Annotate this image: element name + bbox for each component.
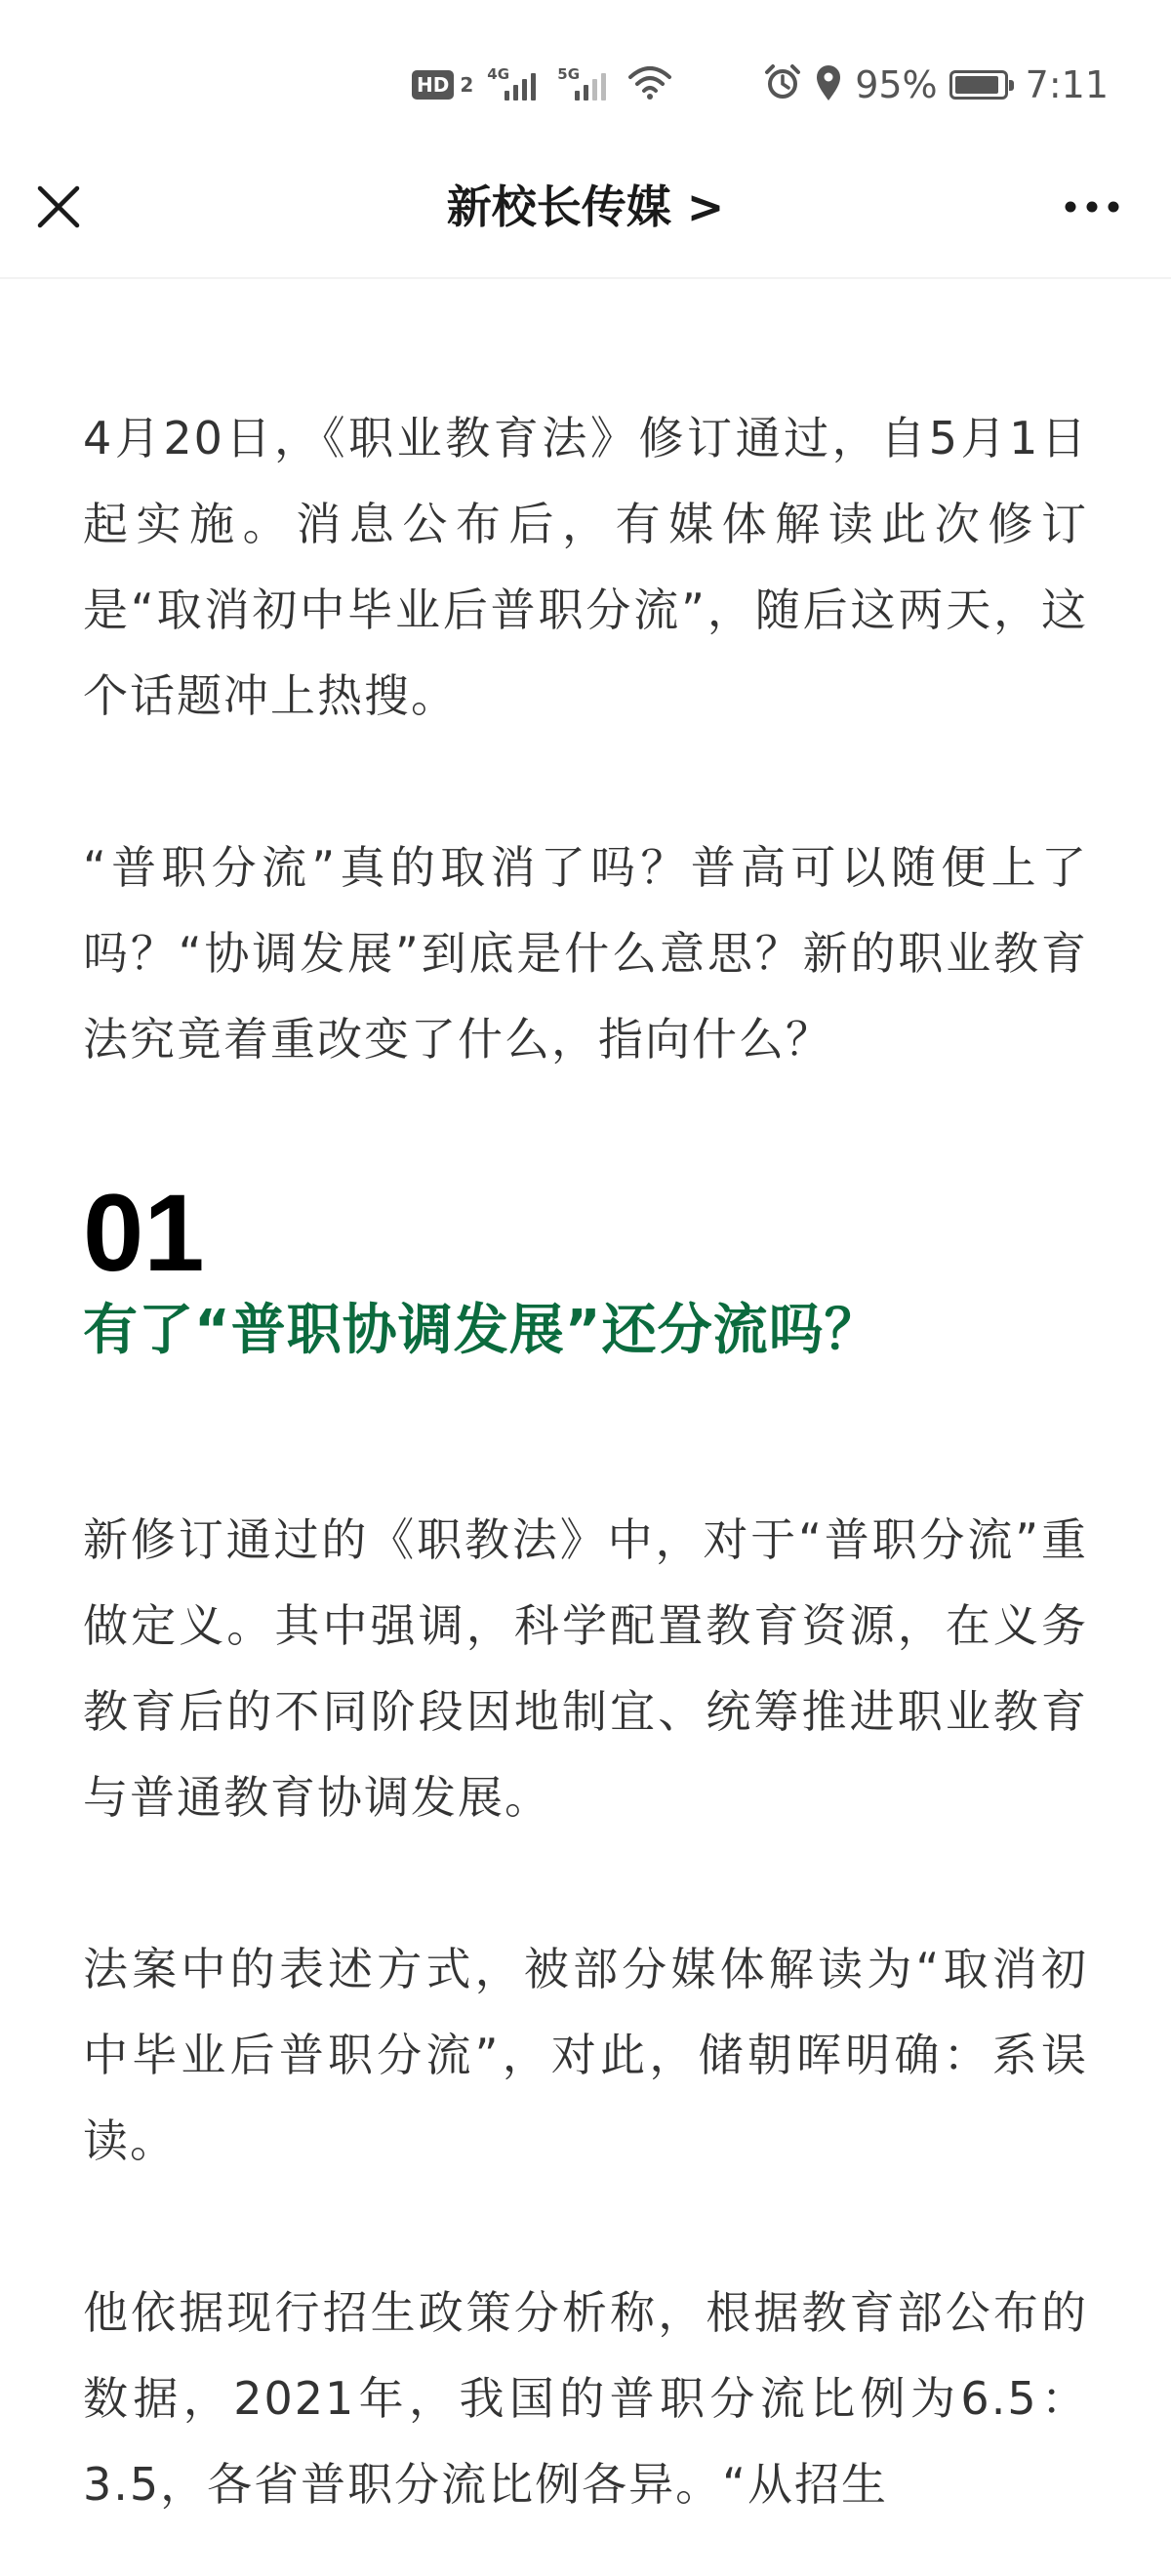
more-horizontal-icon bbox=[1063, 200, 1121, 214]
nav-divider bbox=[0, 277, 1171, 279]
location-icon bbox=[814, 63, 843, 106]
section-title: 有了“普职协调发展”还分流吗？ bbox=[83, 1299, 880, 1362]
close-icon bbox=[36, 184, 81, 229]
battery-percent: 95% bbox=[855, 63, 938, 106]
article-body bbox=[83, 395, 1088, 2576]
wifi-icon bbox=[627, 63, 672, 106]
signal-4g-label: 4G bbox=[487, 65, 510, 83]
battery-icon bbox=[949, 70, 1008, 100]
intro-paragraph-2: “普职分流”真的取消了吗？普高可以随便上了吗？“协调发展”到底是什么意思？新的职业教育法究竟着重改变了什么，指向什么？ bbox=[83, 841, 1088, 1066]
hd-badge: HD bbox=[412, 70, 454, 100]
signal-4g-icon bbox=[487, 65, 544, 104]
status-bar bbox=[0, 0, 1171, 166]
more-button[interactable] bbox=[1058, 178, 1126, 236]
section-paragraph-2: 法案中的表述方式，被部分媒体解读为“取消初中毕业后普职分流”，对此，储朝晖明确：系误读。 bbox=[83, 1943, 1088, 2167]
close-button[interactable] bbox=[29, 178, 88, 236]
clock-time: 7:11 bbox=[1025, 63, 1109, 106]
section-paragraph-3: 他依据现行招生政策分析称，根据教育部公布的数据，2021年，我国的普职分流比例为6.5：3.5，各省普职分流比例各异。“从招生 bbox=[83, 2286, 1088, 2511]
signal-5g-label: 5G bbox=[557, 65, 581, 83]
account-title-container bbox=[0, 176, 1171, 238]
status-right-group bbox=[763, 60, 1109, 109]
section-number: 01 bbox=[83, 1172, 205, 1294]
signal-5g-icon bbox=[557, 65, 614, 104]
status-left-group bbox=[412, 60, 672, 109]
alarm-icon bbox=[763, 63, 802, 106]
account-title-link[interactable]: 新校长传媒 > bbox=[446, 181, 725, 233]
intro-paragraph-1: 4月20日，《职业教育法》修订通过，自5月1日起实施。消息公布后，有媒体解读此次修订是“取消初中毕业后普职分流”，随后这两天，这个话题冲上热搜。 bbox=[83, 412, 1088, 722]
hd-sim-number: 2 bbox=[460, 73, 474, 97]
section-paragraph-1: 新修订通过的《职教法》中，对于“普职分流”重做定义。其中强调，科学配置教育资源，在义务教育后的不同阶段因地制宜、统筹推进职业教育与普通教育协调发展。 bbox=[83, 1513, 1088, 1824]
